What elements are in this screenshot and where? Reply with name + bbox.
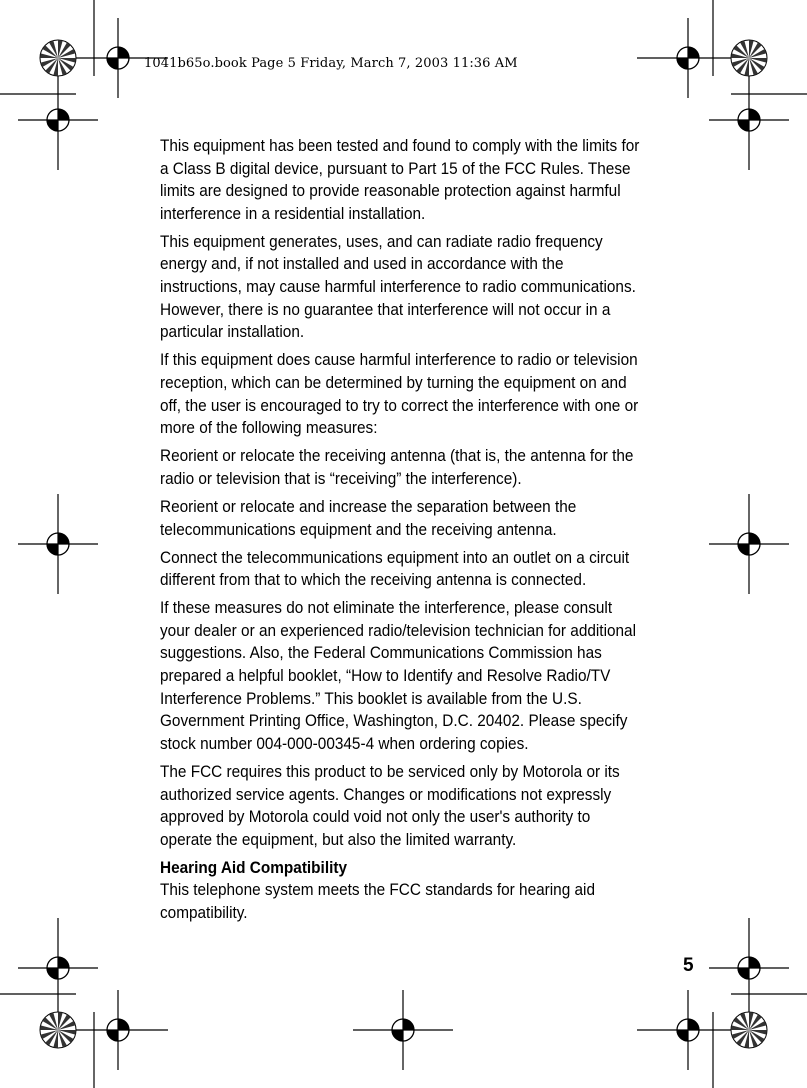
file-info-header: 1041b65o.book Page 5 Friday, March 7, 2003 11:36 AM (144, 56, 518, 71)
paragraph: This equipment generates, uses, and can radiate radio frequency energy and, if not installed and used in accordance with the instructions, may cause harmful interference to radio communications. However, there is no guarantee that interference will not occur in a particular installation. (160, 232, 636, 342)
paragraph: The FCC requires this product to be serviced only by Motorola or its authorized service agents. Changes or modifications not expressly approved by Motorola could void not only the user's authority to operate the equipment, but also the limited warranty. (160, 762, 620, 849)
paragraph: This telephone system meets the FCC standards for hearing aid compatibility. (160, 881, 595, 922)
paragraph: Reorient or relocate and increase the separation between the telecommunications equipment and the receiving antenna. (160, 497, 577, 539)
paragraph: This equipment has been tested and found to comply with the limits for a Class B digital device, pursuant to Part 15 of the FCC Rules. These limits are designed to provide reasonable protection against harmful interference in a residential installation. (160, 137, 640, 223)
paragraph: Reorient or relocate the receiving antenna (that is, the antenna for the radio or television that is “receiving” the interference). (160, 447, 634, 488)
section-heading: Hearing Aid Compatibility (160, 858, 348, 877)
paragraph: Connect the telecommunications equipment into an outlet on a circuit different from that to which the receiving antenna is connected. (160, 548, 630, 590)
page-body (160, 135, 645, 930)
paragraph: If these measures do not eliminate the interference, please consult your dealer or an experienced radio/television technician for additional suggestions. Also, the Federal Communications Commission has prepared a helpful booklet, “How to Identify and Resolve Radio/TV Interference Problems.” This booklet is available from the U.S. Government Printing Office, Washington, D.C. 20402. Please specify stock number 004-000-00345-4 when ordering copies. (160, 599, 637, 753)
page-number: 5 (683, 955, 694, 976)
paragraph: If this equipment does cause harmful interference to radio or television reception, which can be determined by turning the equipment on and off, the user is encouraged to try to correct the interference with one or more of the following measures: (160, 351, 639, 438)
